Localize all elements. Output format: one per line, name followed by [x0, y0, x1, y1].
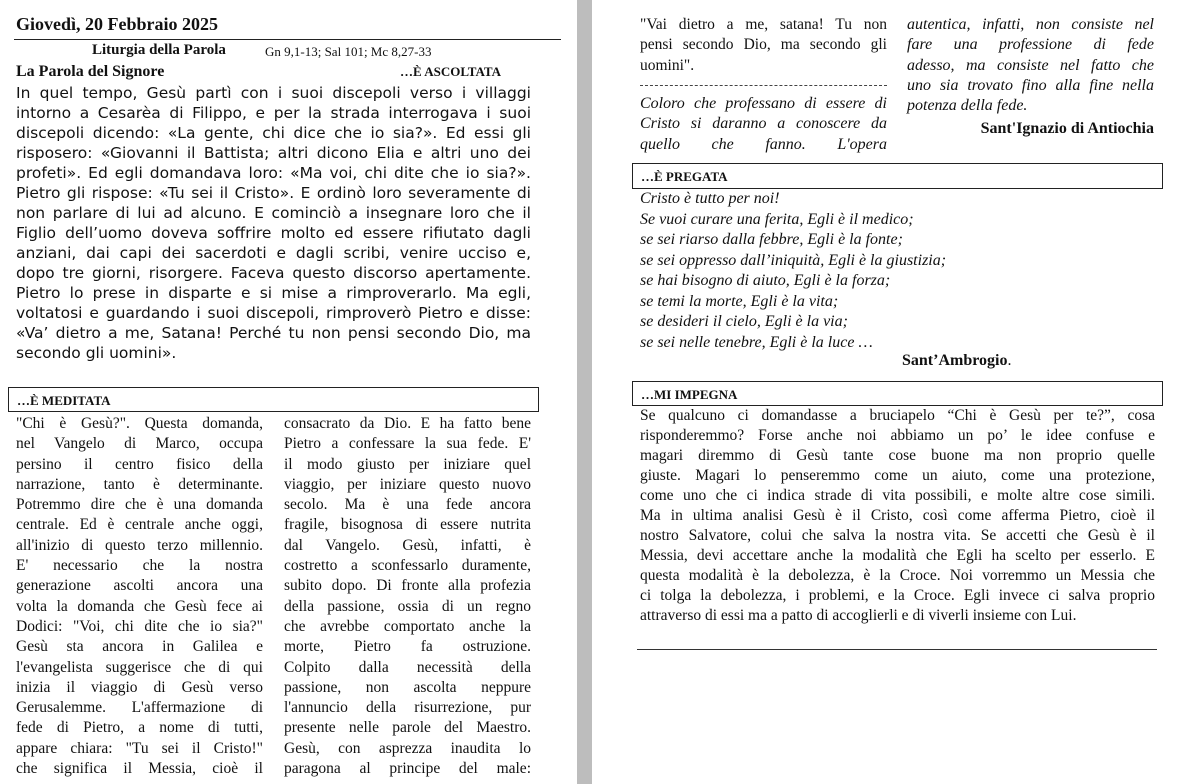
text-line: se temi la morte, Egli è la vita; [640, 292, 839, 310]
section-label-ascoltata: …È ASCOLTATA [400, 64, 502, 79]
word-heading: La Parola del Signore [16, 63, 165, 80]
text-line: costretto a sconfessarlo duramente, [284, 557, 531, 575]
text-line: Coloro che professano di essere di [640, 95, 887, 112]
section-header-impegna [632, 381, 1163, 406]
text-line: che significa il Messia, cioè il [16, 760, 263, 778]
text-line: consacrato da Dio. E ha fatto bene [284, 415, 531, 432]
text-line: attraverso di essi ma a patto di accoglierli e di viverli insieme con Lui. [640, 607, 1077, 624]
text-line: generazione ascolti ancora una [16, 577, 263, 595]
dashed-divider [640, 85, 887, 86]
text-line: subito dopo. Di fronte alla profezia [284, 577, 531, 595]
liturgy-references: Gn 9,1-13; Sal 101; Mc 8,27-33 [265, 44, 432, 59]
text-line: morte, Pietro fa ostruzione. [284, 638, 531, 656]
text-line: risposero: «Giovanni il Battista; altri dicono Elia e altri uno dei [16, 144, 531, 162]
ignatius-quote [907, 15, 1154, 116]
text-line: appare chiara: "Tu sei il Cristo!" [16, 739, 263, 757]
text-line: Dodici: "Voi, chi dite che io sia?" [16, 617, 263, 635]
text-line: presente nelle parole del Maestro. [284, 719, 531, 737]
text-line: Gerusalemme. L'affermazione di [16, 699, 263, 717]
text-line: profeti». Ed egli domandava loro: «Ma voi, chi dite che io sia?». [16, 164, 531, 182]
text-line: Cristo si daranno a conoscere da [640, 115, 887, 133]
meditation-column-1 [16, 414, 263, 779]
text-line: Gesù sta ancora in Galilea e [16, 638, 263, 656]
text-line: l'evangelista suggerisce che di qui [16, 658, 263, 676]
text-line: uno sia trovato fino alla fine nella [907, 76, 1154, 94]
ambrose-period: . [1007, 352, 1012, 369]
text-line: giuste. Magari lo penseremmo come un aiuto, come una protezione, [640, 467, 1155, 484]
text-line: autentica, infatti, non consiste nel [907, 16, 1154, 33]
text-line: "Vai dietro a me, satana! Tu non [640, 16, 887, 33]
text-line: pensi secondo Dio, ma secondo gli [640, 36, 887, 54]
text-line: l'annuncio della risurrezione, pur [284, 699, 531, 717]
text-line: adesso, ma consiste nel fatto che [907, 56, 1154, 74]
text-line: Se vuoi curare una ferita, Egli è il medico; [640, 210, 914, 228]
text-line: dopo tre giorni, risorgere. Faceva questo discorso apertamente. [16, 264, 531, 282]
text-line: il modo giusto per iniziare quel [284, 455, 531, 473]
text-line: volta la domanda che Gesù fece ai [16, 597, 263, 615]
text-line: discepoli dicendo: «La gente, chi dice che io sia?». Ed essi gli [16, 124, 531, 142]
text-line: se desideri il cielo, Egli è la via; [640, 313, 848, 330]
text-line: inizia il viaggio di Gesù verso [16, 678, 263, 696]
text-line: fragile, bisognosa di essere nutrita [284, 516, 531, 534]
text-line: non parlare di lui ad alcuno. E cominciò a insegnare loro che il [16, 204, 531, 222]
text-line: Pietro a confessare la sua fede. E' [284, 435, 531, 453]
text-line: Ma in ultima analisi Gesù è il Cristo, così come afferma Pietro, cioè il [640, 507, 1155, 524]
text-line: intorno a Cesarèa di Filippo, e per la strada interrogava i suoi [16, 104, 531, 122]
page-gutter [577, 0, 592, 784]
text-line: paragona al principe del male: [284, 760, 531, 778]
text-line: ci tolga la debolezza, i problemi, e la Croce. Egli invece ci salva proprio [640, 587, 1155, 604]
meditation-column-2 [284, 414, 531, 779]
section-header-meditata [8, 387, 539, 412]
text-line: se hai bisogno di aiuto, Egli è la forza; [640, 272, 891, 289]
text-line: anziani, dai capi dei sacerdoti e dagli scribi, venire ucciso e, [16, 244, 531, 262]
text-line: magari diremmo di Gesù tante cose buone ma non proprio quelle [640, 447, 1155, 464]
text-line: secondo gli uomini». [16, 344, 177, 362]
prayer-text [640, 189, 946, 353]
text-line: passione, non ascolta neppure [284, 678, 531, 696]
text-line: Pietro lo prese in disparte e si mise a rimproverarlo. Ma egli, [16, 284, 531, 302]
text-line: Colpito dalla necessità della [284, 658, 531, 676]
text-line: Messia, devi accettare anche la modalità che Egli ha scelto per esserlo. E [640, 547, 1155, 564]
commitment-text [640, 406, 1155, 626]
text-line: «Va’ dietro a me, Satana! Perché tu non pensi secondo Dio, ma [16, 324, 531, 342]
text-line: Pietro gli rispose: «Tu sei il Cristo». E ordinò loro severamente di [16, 184, 531, 202]
text-line: Se qualcuno ci domandasse a bruciapelo “Chi è Gesù per te?”, cosa [640, 407, 1155, 424]
bottom-rule [637, 649, 1157, 650]
text-line: Figlio dell’uomo doveva soffrire molto ed essere rifiutato dagli [16, 224, 531, 242]
section-label-pregata: …È PREGATA [641, 169, 728, 184]
text-line: all'inizio di questo terzo millennio. [16, 536, 263, 554]
text-line: E' necessario che la nostra [16, 557, 263, 575]
text-line: fede di Pietro, a nome di tutti, [16, 719, 263, 737]
text-line: Gesù, con asprezza inaudita lo [284, 739, 531, 757]
section-label-meditata: …È MEDITATA [17, 393, 111, 408]
page-date: Giovedì, 20 Febbraio 2025 [16, 14, 218, 34]
ignatius-attribution: Sant'Ignazio di Antiochia [980, 120, 1154, 137]
text-line: secolo. Ma è una fede ancora [284, 496, 531, 514]
text-line: uomini". [640, 56, 695, 74]
text-line: fare una professione di fede [907, 36, 1154, 54]
header-rule [14, 39, 561, 40]
ambrose-name: Sant’Ambrogio [902, 352, 1008, 369]
text-line: se sei oppresso dall’iniquità, Egli è la giustizia; [640, 251, 947, 269]
text-line: della passione, ossia di un regno [284, 597, 531, 615]
text-line: voltatosi e guardando i suoi discepoli, rimproverò Pietro e disse: [16, 304, 531, 322]
text-line: Cristo è tutto per noi! [640, 190, 780, 207]
text-line: centrale. Ed è centrale anche oggi, [16, 516, 263, 534]
section-header-pregata [632, 163, 1163, 189]
text-line: che avrebbe comportato anche la [284, 617, 531, 635]
text-line: se sei riarso dalla febbre, Egli è la fonte; [640, 231, 903, 248]
ambrose-attribution [902, 352, 1012, 370]
text-line: come uno che ci indica strade di vita possibili, e molte altre cose simili. [640, 487, 1155, 504]
text-line: questa modalità è la debolezza, è la Croce. Noi vorremmo un Messia che [640, 567, 1155, 584]
text-line: narrazione, tanto è determinante. [16, 475, 263, 493]
section-label-impegna: …MI IMPEGNA [641, 387, 738, 402]
text-line: se sei nelle tenebre, Egli è la luce … [640, 333, 873, 351]
gospel-text [16, 83, 531, 363]
text-line: dal Vangelo. Gesù, infatti, è [284, 536, 531, 554]
text-line: Potremmo dire che è una domanda [16, 496, 263, 514]
text-line: nel Vangelo di Marco, occupa [16, 435, 263, 453]
text-line: persino il centro fisico della [16, 455, 263, 473]
meditation-column-3 [640, 15, 887, 76]
liturgy-title: Liturgia della Parola [92, 42, 226, 58]
commentary-text [640, 94, 887, 155]
text-line: "Chi è Gesù?". Questa domanda, [16, 415, 263, 432]
text-line: In quel tempo, Gesù partì con i suoi discepoli verso i villaggi [16, 84, 531, 102]
text-line: nostro Salvatore, colui che salva la nostra vita. Se accetti che Gesù è il [640, 527, 1155, 544]
text-line: quello che fanno. L'opera [640, 135, 887, 153]
text-line: risponderemmo? Forse anche noi abbiamo un po’ le idee confuse e [640, 427, 1155, 444]
text-line: viaggio, per iniziare questo nuovo [284, 475, 531, 493]
text-line: potenza della fede. [907, 97, 1028, 115]
